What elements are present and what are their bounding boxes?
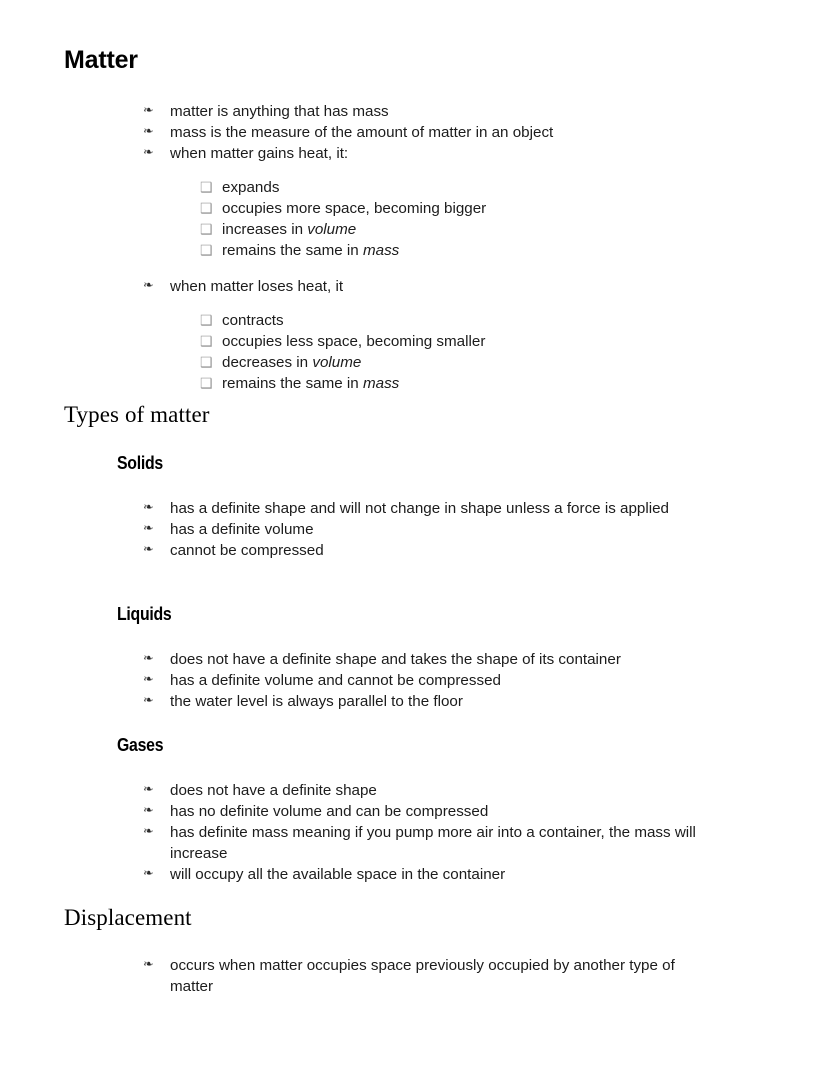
arrow-bullet-icon: ❧ <box>143 783 154 796</box>
loses-heat-sublist <box>143 310 703 394</box>
arrow-bullet-icon: ❧ <box>143 146 154 159</box>
sub-list-item-label: expands <box>222 179 280 196</box>
list-item-label: cannot be compressed <box>170 542 324 559</box>
subsection-heading-solids: Solids <box>117 453 163 473</box>
list-item <box>143 780 705 801</box>
sub-list-item <box>200 198 703 219</box>
sub-list-item <box>200 177 703 198</box>
hollow-square-icon: ❑ <box>200 242 213 258</box>
list-item-label: has a definite volume and cannot be compressed <box>170 672 501 689</box>
list-item <box>143 101 703 122</box>
arrow-bullet-icon: ❧ <box>143 652 154 665</box>
subsection-heading-gases: Gases <box>117 735 164 755</box>
list-item-label: has a definite shape and will not change in shape unless a force is applied <box>170 500 669 517</box>
arrow-bullet-icon: ❧ <box>143 279 154 292</box>
list-item <box>143 864 705 885</box>
list-item <box>143 276 703 297</box>
intro-bullet-list <box>143 101 703 394</box>
hollow-square-icon: ❑ <box>200 375 213 391</box>
sub-list-item <box>200 352 703 373</box>
list-item-label: occurs when matter occupies space previously occupied by another type of matter <box>170 957 675 995</box>
gains-heat-sublist <box>143 177 703 261</box>
arrow-bullet-icon: ❧ <box>143 501 154 514</box>
list-item <box>143 122 703 143</box>
list-item <box>143 498 688 519</box>
liquids-bullet-list <box>143 649 713 712</box>
hollow-square-icon: ❑ <box>200 200 213 216</box>
hollow-square-icon: ❑ <box>200 221 213 237</box>
list-item <box>143 649 713 670</box>
solids-bullet-list <box>143 498 688 561</box>
displacement-bullet-list <box>143 955 700 997</box>
arrow-bullet-icon: ❧ <box>143 125 154 138</box>
arrow-bullet-icon: ❧ <box>143 958 154 971</box>
list-item <box>143 519 688 540</box>
arrow-bullet-icon: ❧ <box>143 673 154 686</box>
arrow-bullet-icon: ❧ <box>143 804 154 817</box>
arrow-bullet-icon: ❧ <box>143 543 154 556</box>
list-item-label: matter is anything that has mass <box>170 103 389 120</box>
hollow-square-icon: ❑ <box>200 179 213 195</box>
list-item-label: when matter gains heat, it: <box>170 145 349 162</box>
sub-list-item-label: decreases in <box>222 354 313 371</box>
sub-list-item <box>200 219 703 240</box>
section-heading-displacement: Displacement <box>64 905 192 930</box>
arrow-bullet-icon: ❧ <box>143 867 154 880</box>
list-item <box>143 143 703 164</box>
list-item-label: the water level is always parallel to the floor <box>170 693 463 710</box>
arrow-bullet-icon: ❧ <box>143 522 154 535</box>
list-item-label: has a definite volume <box>170 521 314 538</box>
list-item-label: does not have a definite shape and takes the shape of its container <box>170 651 621 668</box>
list-item <box>143 955 700 997</box>
arrow-bullet-icon: ❧ <box>143 104 154 117</box>
list-item-label: has definite mass meaning if you pump more air into a container, the mass will increase <box>170 824 696 862</box>
sub-list-item-label: occupies more space, becoming bigger <box>222 200 487 217</box>
list-item <box>143 691 713 712</box>
gases-bullet-list <box>143 780 705 885</box>
subsection-heading-liquids: Liquids <box>117 604 172 624</box>
sub-list-item <box>200 310 703 331</box>
sub-list-item-label: increases in <box>222 221 308 238</box>
section-heading-types-of-matter: Types of matter <box>64 402 210 427</box>
page-title: Matter <box>64 46 138 74</box>
emphasis-volume: volume <box>312 354 362 371</box>
list-item-label: when matter loses heat, it <box>170 278 344 295</box>
list-item-label: will occupy all the available space in the container <box>170 866 506 883</box>
sub-list-item <box>200 373 703 394</box>
list-item-label: mass is the measure of the amount of matter in an object <box>170 124 554 141</box>
sub-list-item-label: occupies less space, becoming smaller <box>222 333 486 350</box>
list-item <box>143 540 688 561</box>
hollow-square-icon: ❑ <box>200 333 213 349</box>
sub-list-item <box>200 240 703 261</box>
emphasis-volume: volume <box>307 221 357 238</box>
hollow-square-icon: ❑ <box>200 312 213 328</box>
sub-list-item-label: remains the same in <box>222 375 363 392</box>
list-item-label: does not have a definite shape <box>170 782 377 799</box>
sub-list-item-label: remains the same in <box>222 242 363 259</box>
sub-list-item-label: contracts <box>222 312 284 329</box>
list-item <box>143 801 705 822</box>
hollow-square-icon: ❑ <box>200 354 213 370</box>
arrow-bullet-icon: ❧ <box>143 694 154 707</box>
list-item <box>143 670 713 691</box>
arrow-bullet-icon: ❧ <box>143 825 154 838</box>
emphasis-mass: mass <box>362 375 400 392</box>
list-item <box>143 822 705 864</box>
sub-list-item <box>200 331 703 352</box>
list-item-label: has no definite volume and can be compressed <box>170 803 489 820</box>
emphasis-mass: mass <box>362 242 400 259</box>
